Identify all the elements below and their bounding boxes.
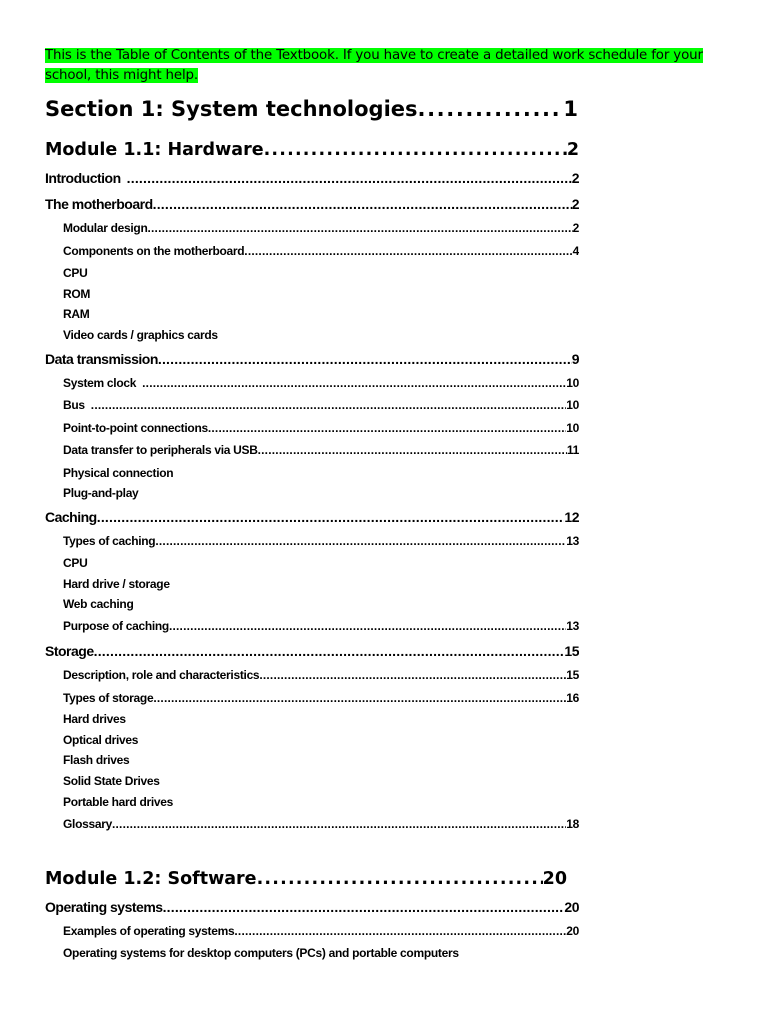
toc-leader xyxy=(169,619,566,633)
toc-title: Purpose of caching xyxy=(63,619,169,633)
toc-subitem[interactable]: Physical connection xyxy=(63,466,174,480)
toc-page: 20 xyxy=(566,924,579,938)
toc-page: 16 xyxy=(566,691,579,705)
toc-subitem[interactable]: Solid State Drives xyxy=(63,774,160,788)
toc-page: 11 xyxy=(566,443,579,457)
toc-page: 15 xyxy=(566,668,579,682)
toc-components[interactable] xyxy=(63,244,579,258)
toc-caching[interactable] xyxy=(45,509,579,525)
toc-page: 2 xyxy=(571,196,579,212)
toc-page: 12 xyxy=(564,509,579,525)
note-text: This is the Table of Contents of the Textbook. If you have to create a detailed work schedule for your school, this might help. xyxy=(45,48,703,83)
toc-title: Caching xyxy=(45,509,97,525)
toc-description[interactable] xyxy=(63,668,579,682)
toc-page: 2 xyxy=(572,221,579,235)
toc-storage[interactable] xyxy=(45,643,579,659)
toc-title: Data transfer to peripherals via USB xyxy=(63,443,258,457)
toc-leader xyxy=(147,221,572,235)
toc-page: 13 xyxy=(566,619,579,633)
toc-page: 4 xyxy=(572,244,579,258)
toc-subitem[interactable]: Portable hard drives xyxy=(63,795,174,809)
toc-title: Module 1.1: Hardware xyxy=(45,140,264,160)
toc-title: Modular design xyxy=(63,221,148,235)
toc-operating-systems[interactable] xyxy=(45,899,579,915)
toc-leader xyxy=(163,899,565,915)
toc-title: Operating systems xyxy=(45,899,163,915)
toc-leader xyxy=(91,398,566,412)
toc-leader xyxy=(418,97,564,121)
toc-page: 15 xyxy=(564,643,579,659)
toc-leader xyxy=(244,244,572,258)
highlighted-note xyxy=(45,46,713,85)
toc-subitem[interactable]: Optical drives xyxy=(63,733,139,747)
toc-module-1-1[interactable] xyxy=(45,140,579,160)
toc-title: Components on the motherboard xyxy=(63,244,245,258)
toc-module-1-2[interactable] xyxy=(45,869,567,889)
toc-system-clock[interactable] xyxy=(63,376,579,390)
toc-subitem[interactable]: Plug-and-play xyxy=(63,486,139,500)
toc-title: Module 1.2: Software xyxy=(45,869,257,889)
toc-subitem[interactable]: Hard drives xyxy=(63,712,126,726)
toc-glossary[interactable] xyxy=(63,817,579,831)
toc-leader xyxy=(234,924,566,938)
toc-page: 13 xyxy=(566,534,579,548)
toc-title: Introduction xyxy=(45,170,121,186)
toc-page: 18 xyxy=(566,817,579,831)
toc-types-of-storage[interactable] xyxy=(63,691,579,705)
toc-section-1[interactable] xyxy=(45,97,578,121)
toc-subitem[interactable]: RAM xyxy=(63,307,90,321)
toc-leader xyxy=(112,817,566,831)
toc-leader xyxy=(142,376,566,390)
toc-os-examples[interactable] xyxy=(63,924,579,938)
toc-title: Section 1: System technologies xyxy=(45,97,418,121)
toc-title: Data transmission xyxy=(45,351,158,367)
toc-title: System clock xyxy=(63,376,137,390)
toc-title: Types of caching xyxy=(63,534,156,548)
toc-page: 10 xyxy=(566,421,579,435)
toc-leader xyxy=(155,534,566,548)
toc-usb[interactable] xyxy=(63,443,579,457)
toc-types-of-caching[interactable] xyxy=(63,534,579,548)
toc-motherboard[interactable] xyxy=(45,196,579,212)
toc-bus[interactable] xyxy=(63,398,579,412)
toc-purpose-of-caching[interactable] xyxy=(63,619,579,633)
toc-modular-design[interactable] xyxy=(63,221,579,235)
toc-leader xyxy=(259,668,566,682)
toc-leader xyxy=(264,140,567,160)
toc-leader xyxy=(153,691,566,705)
toc-leader xyxy=(158,351,572,367)
toc-title: Description, role and characteristics xyxy=(63,668,260,682)
toc-data-transmission[interactable] xyxy=(45,351,579,367)
toc-page: 20 xyxy=(542,869,567,889)
toc-subitem[interactable]: Operating systems for desktop computers (PCs) and portable computers xyxy=(63,946,459,960)
toc-subitem[interactable]: Video cards / graphics cards xyxy=(63,328,218,342)
toc-subitem[interactable]: Flash drives xyxy=(63,753,130,767)
toc-point-to-point[interactable] xyxy=(63,421,579,435)
toc-page: 10 xyxy=(566,376,579,390)
toc-subitem[interactable]: ROM xyxy=(63,287,91,301)
toc-leader xyxy=(257,869,543,889)
toc-title: Point-to-point connections xyxy=(63,421,208,435)
toc-leader xyxy=(153,196,572,212)
toc-page: 10 xyxy=(566,398,579,412)
toc-leader xyxy=(97,509,565,525)
toc-leader xyxy=(127,170,572,186)
toc-page: 9 xyxy=(571,351,579,367)
toc-page: 1 xyxy=(563,97,578,121)
toc-page: 2 xyxy=(566,140,579,160)
toc-page: 2 xyxy=(571,170,579,186)
toc-title: Storage xyxy=(45,643,94,659)
toc-subitem[interactable]: CPU xyxy=(63,556,88,570)
toc-leader xyxy=(208,421,566,435)
toc-title: The motherboard xyxy=(45,196,153,212)
toc-title: Glossary xyxy=(63,817,112,831)
toc-introduction[interactable] xyxy=(45,170,579,186)
toc-subitem[interactable]: Hard drive / storage xyxy=(63,577,170,591)
toc-title: Types of storage xyxy=(63,691,154,705)
toc-leader xyxy=(94,643,565,659)
toc-title: Examples of operating systems xyxy=(63,924,235,938)
toc-subitem[interactable]: Web caching xyxy=(63,597,134,611)
toc-leader xyxy=(258,443,567,457)
toc-subitem[interactable]: CPU xyxy=(63,266,88,280)
toc-title: Bus xyxy=(63,398,85,412)
toc-page: 20 xyxy=(564,899,579,915)
